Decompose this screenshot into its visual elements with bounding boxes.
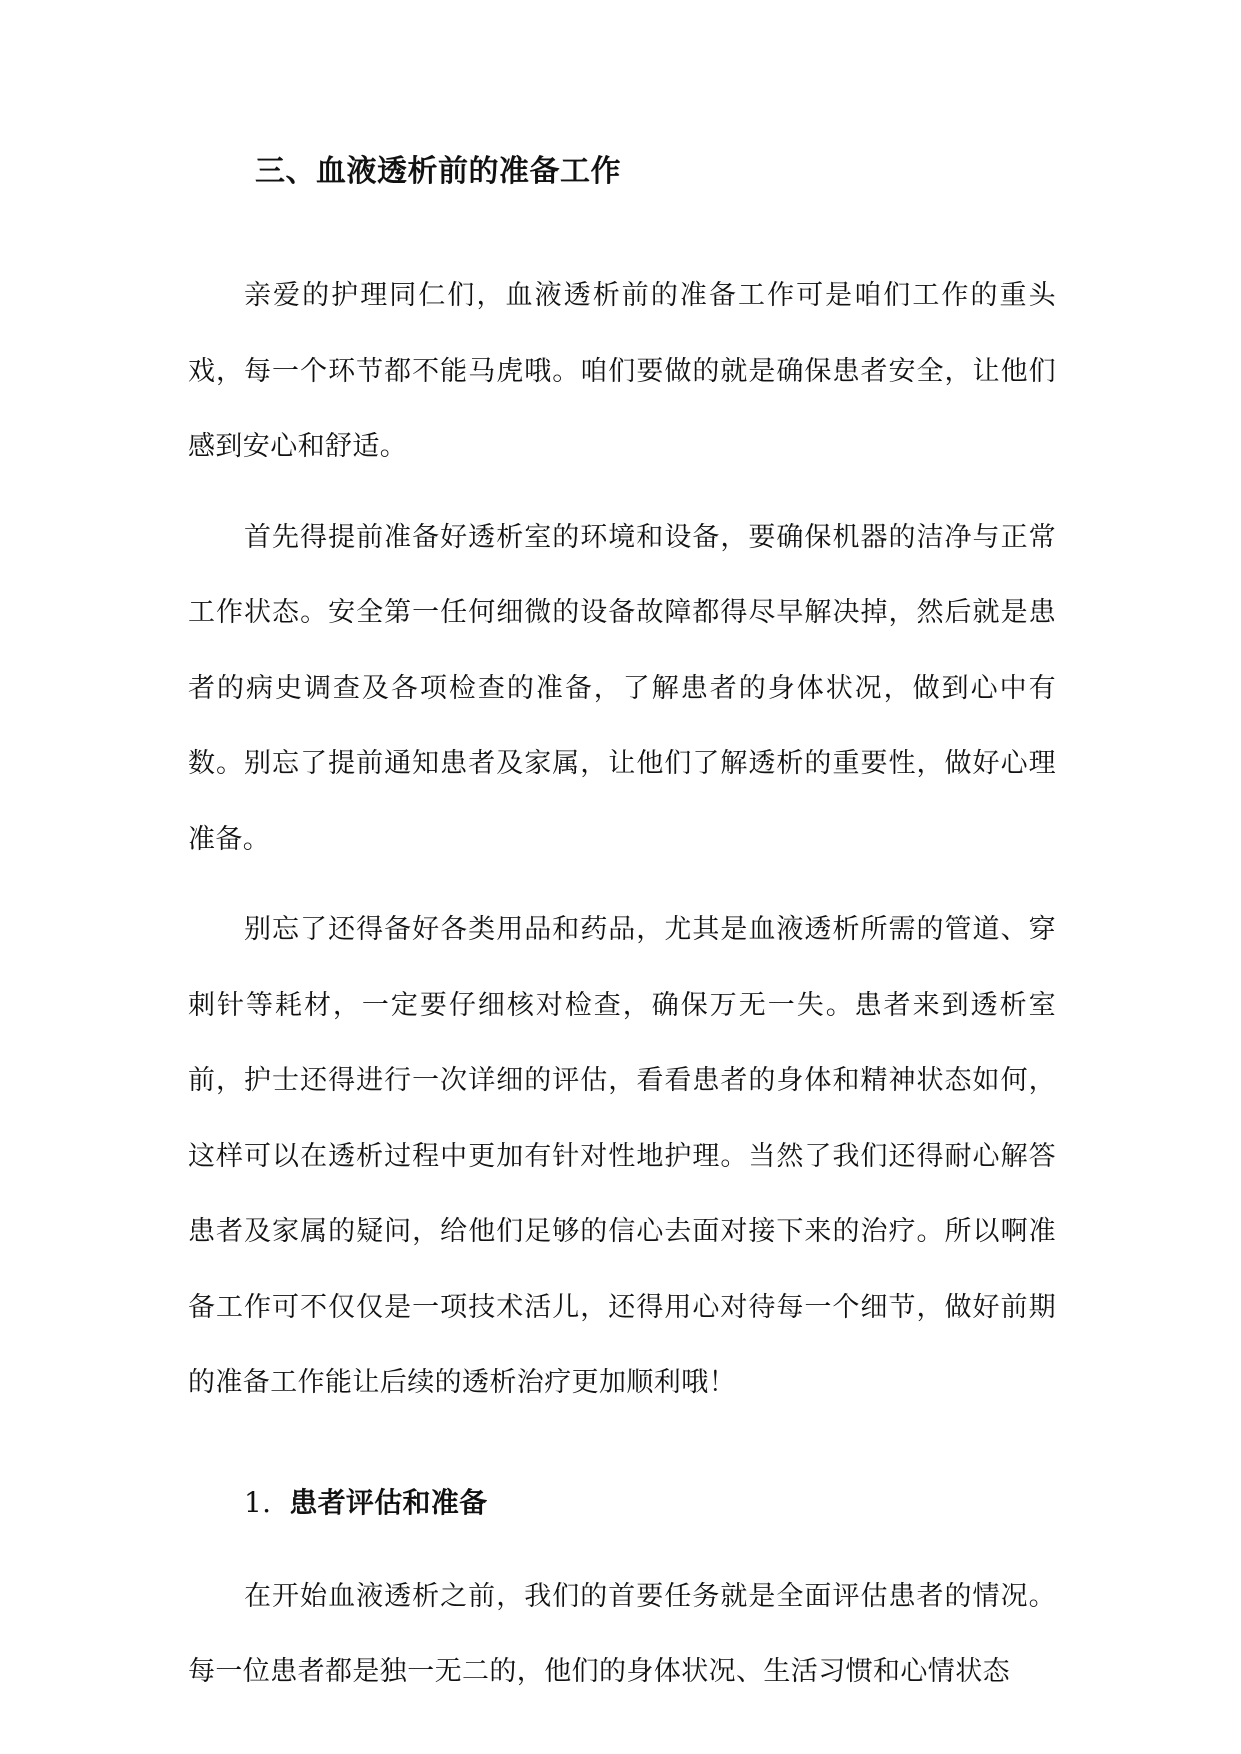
document-body bbox=[188, 148, 1056, 1710]
paragraph-intro: 亲爱的护理同仁们，血液透析前的准备工作可是咱们工作的重头戏，每一个环节都不能马虎哦。咱们要做的就是确保患者安全，让他们感到安心和舒适。 bbox=[188, 280, 1056, 462]
subsection-heading bbox=[188, 1479, 1056, 1527]
paragraph-patient-assessment: 在开始血液透析之前，我们的首要任务就是全面评估患者的情况。每一位患者都是独一无二的，他们的身体状况、生活习惯和心情状态 bbox=[188, 1580, 1056, 1687]
paragraph-environment-equipment: 首先得提前准备好透析室的环境和设备，要确保机器的洁净与正常工作状态。安全第一任何细微的设备故障都得尽早解决掉，然后就是患者的病史调查及各项检查的准备，了解患者的身体状况，做到心中有数。别忘了提前通知患者及家属，让他们了解透析的重要性，做好心理准备。 bbox=[188, 521, 1056, 855]
subsection-title: 患者评估和准备 bbox=[289, 1485, 488, 1519]
section-title: 三、血液透析前的准备工作 bbox=[255, 154, 621, 189]
subsection-number: 1. bbox=[244, 1485, 272, 1519]
paragraph-supplies-assessment: 别忘了还得备好各类用品和药品，尤其是血液透析所需的管道、穿刺针等耗材，一定要仔细核对检查，确保万无一失。患者来到透析室前，护士还得进行一次详细的评估，看看患者的身体和精神状态如何，这样可以在透析过程中更加有针对性地护理。当然了我们还得耐心解答患者及家属的疑问，给他们足够的信心去面对接下来的治疗。所以啊准备工作可不仅仅是一项技术活儿，还得用心对待每一个细节，做好前期的准备工作能让后续的透析治疗更加顺利哦！ bbox=[188, 914, 1056, 1398]
